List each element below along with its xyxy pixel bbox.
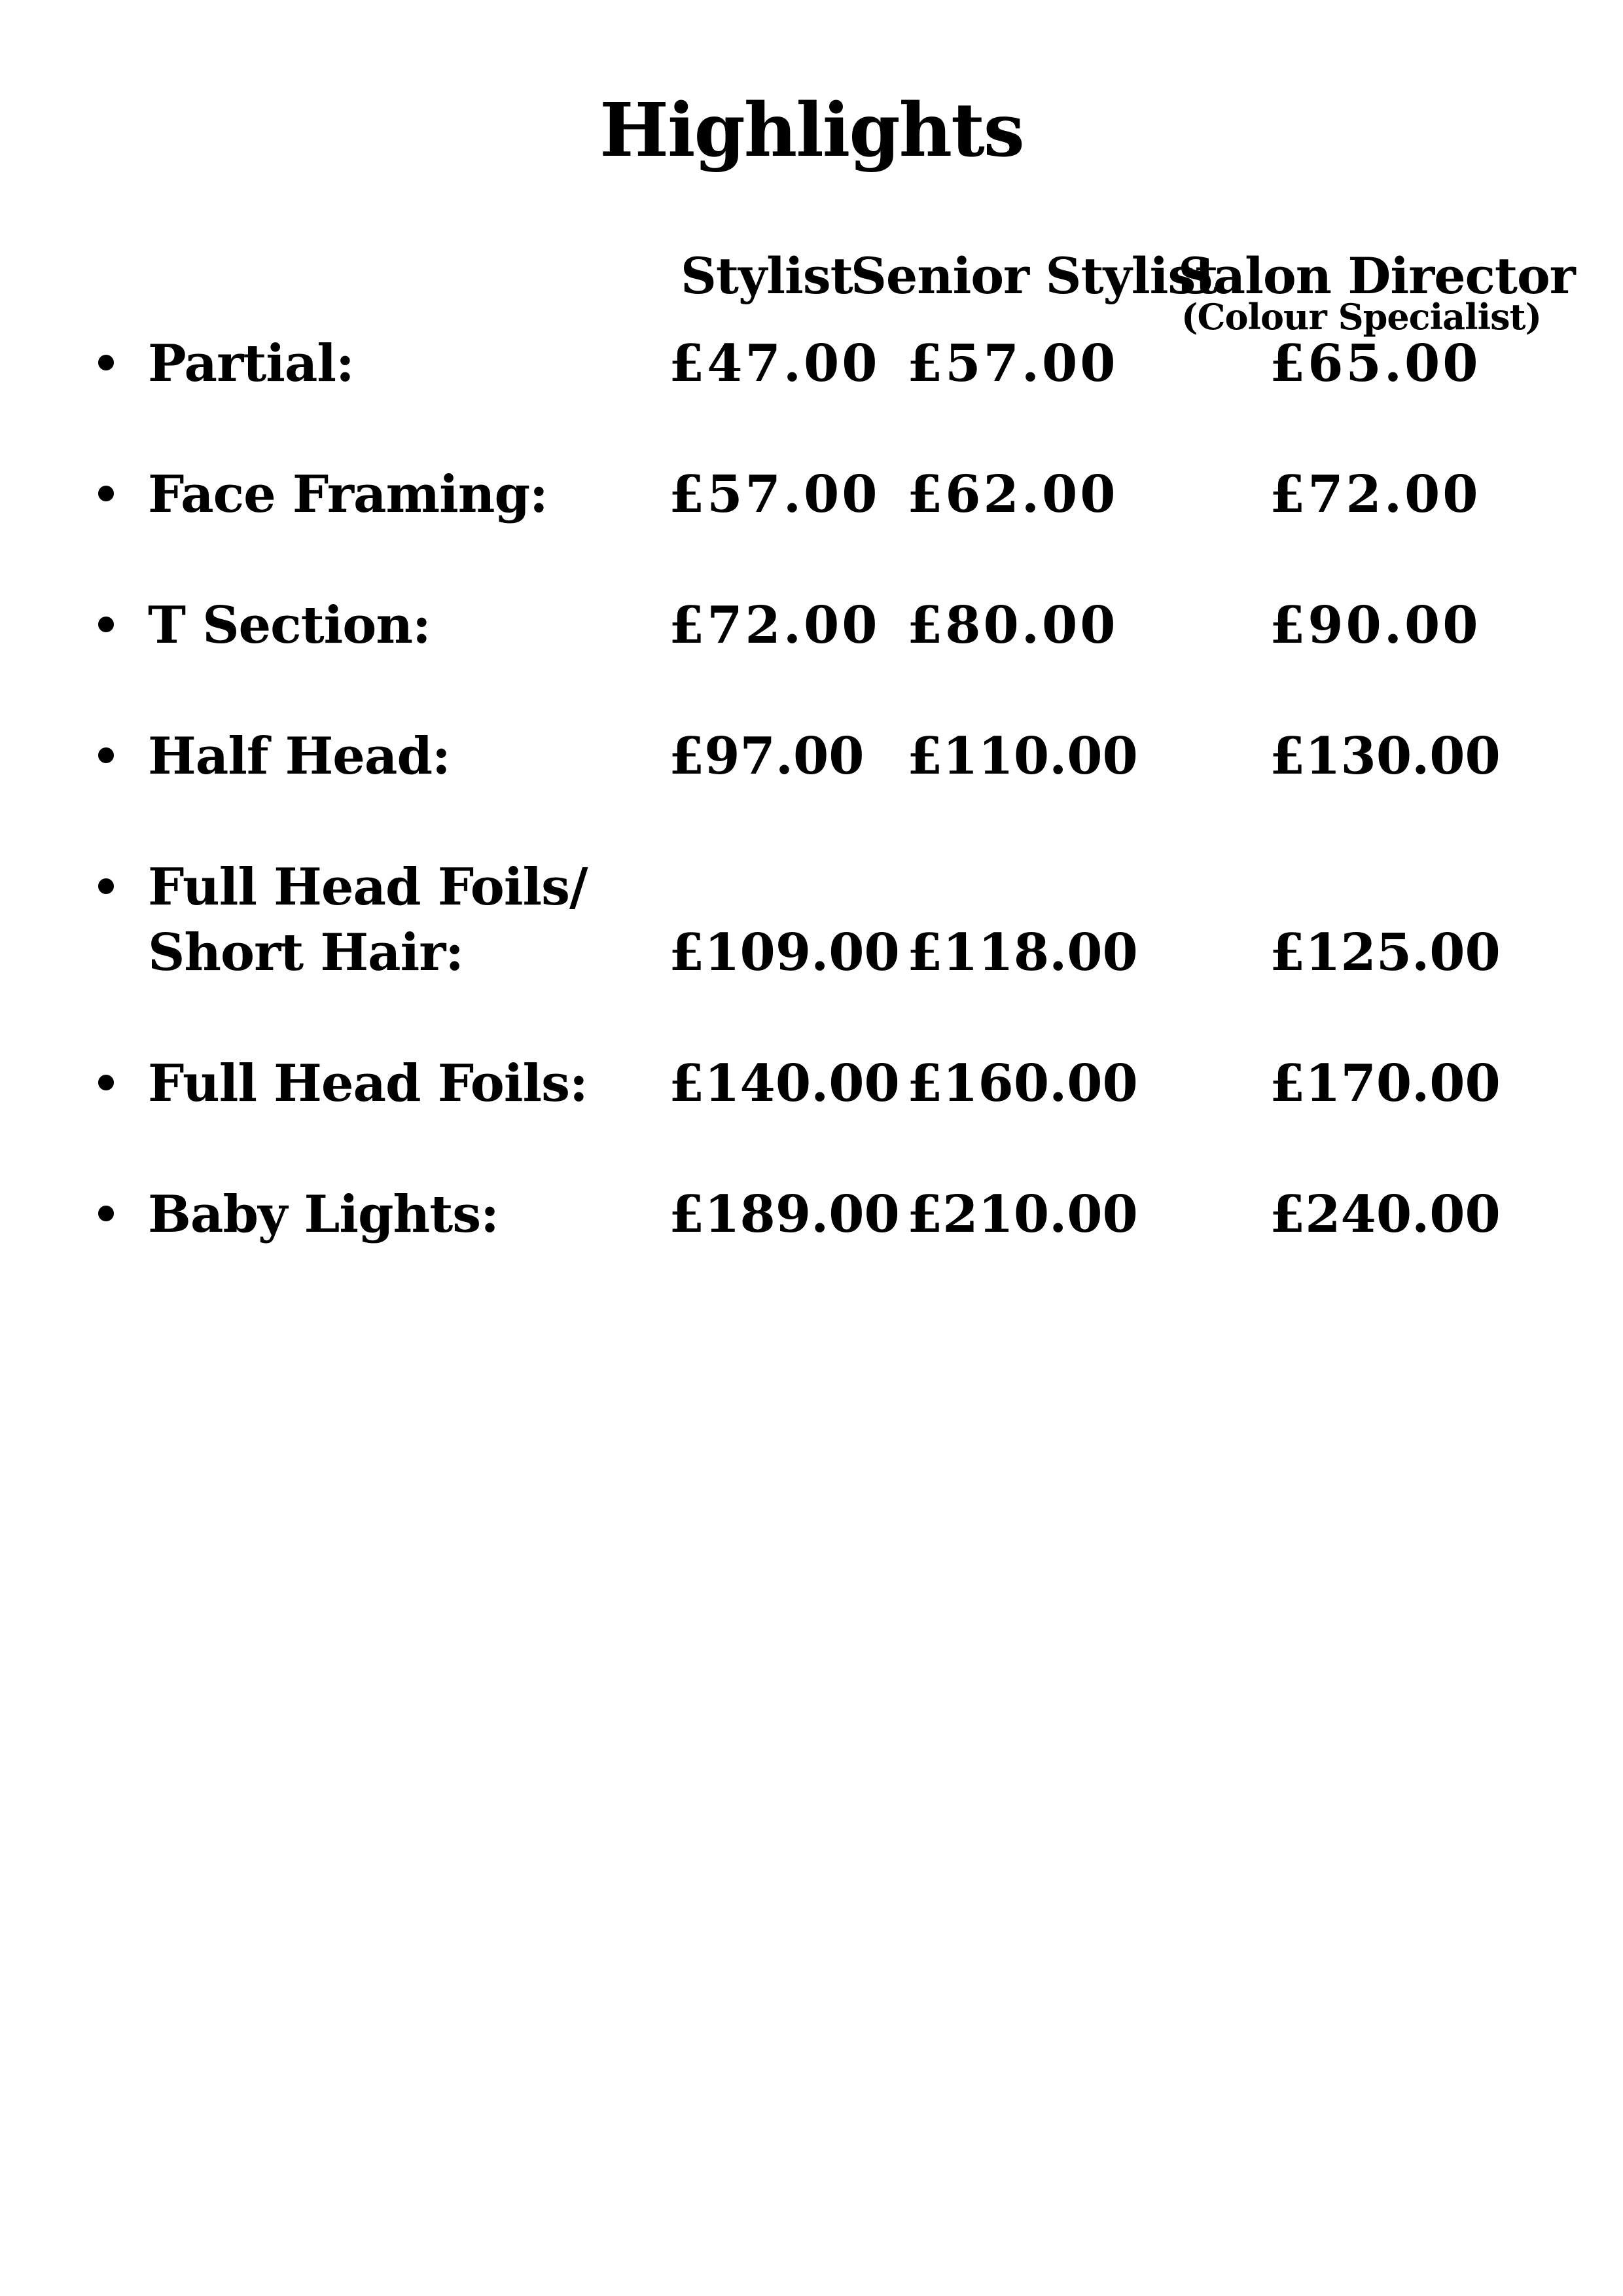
service-label: Half Head: bbox=[148, 726, 450, 786]
price-stylist: £97.00 bbox=[669, 726, 865, 786]
price-senior-stylist: £210.00 bbox=[907, 1185, 1138, 1244]
bullet-icon bbox=[98, 747, 114, 763]
price-stylist: £109.00 bbox=[669, 923, 900, 982]
price-salon-director: £130.00 bbox=[1270, 726, 1501, 786]
price-senior-stylist: £160.00 bbox=[907, 1054, 1138, 1113]
page-title: Highlights bbox=[599, 88, 1024, 173]
bullet-icon bbox=[98, 355, 114, 370]
price-senior-stylist: £118.00 bbox=[907, 923, 1138, 982]
price-stylist: £72.00 bbox=[669, 596, 880, 655]
price-stylist: £140.00 bbox=[669, 1054, 900, 1113]
price-senior-stylist: £57.00 bbox=[907, 334, 1118, 393]
column-header-salon-director: Salon Director bbox=[1178, 247, 1575, 305]
column-header-stylist: Stylist bbox=[681, 247, 853, 305]
service-label: T Section: bbox=[148, 596, 431, 655]
bullet-icon bbox=[98, 878, 114, 894]
column-subheader-colour-specialist: (Colour Specialist) bbox=[1181, 296, 1541, 338]
price-stylist: £57.00 bbox=[669, 465, 880, 524]
price-senior-stylist: £62.00 bbox=[907, 465, 1118, 524]
bullet-icon bbox=[98, 1206, 114, 1221]
price-salon-director: £240.00 bbox=[1270, 1185, 1501, 1244]
service-label: Baby Lights: bbox=[148, 1185, 499, 1244]
service-label: Face Framing: bbox=[148, 465, 548, 524]
column-header-senior-stylist: Senior Stylist bbox=[851, 247, 1218, 305]
bullet-icon bbox=[98, 617, 114, 632]
price-senior-stylist: £110.00 bbox=[907, 726, 1138, 786]
price-salon-director: £170.00 bbox=[1270, 1054, 1501, 1113]
bullet-icon bbox=[98, 486, 114, 501]
price-stylist: £47.00 bbox=[669, 334, 880, 393]
service-label: Full Head Foils/ Short Hair: bbox=[148, 857, 588, 982]
price-salon-director: £65.00 bbox=[1270, 334, 1481, 393]
service-label: Partial: bbox=[148, 334, 354, 393]
price-salon-director: £72.00 bbox=[1270, 465, 1481, 524]
bullet-icon bbox=[98, 1075, 114, 1090]
price-salon-director: £90.00 bbox=[1270, 596, 1481, 655]
price-senior-stylist: £80.00 bbox=[907, 596, 1118, 655]
price-salon-director: £125.00 bbox=[1270, 923, 1501, 982]
service-label: Full Head Foils: bbox=[148, 1054, 588, 1113]
price-stylist: £189.00 bbox=[669, 1185, 900, 1244]
